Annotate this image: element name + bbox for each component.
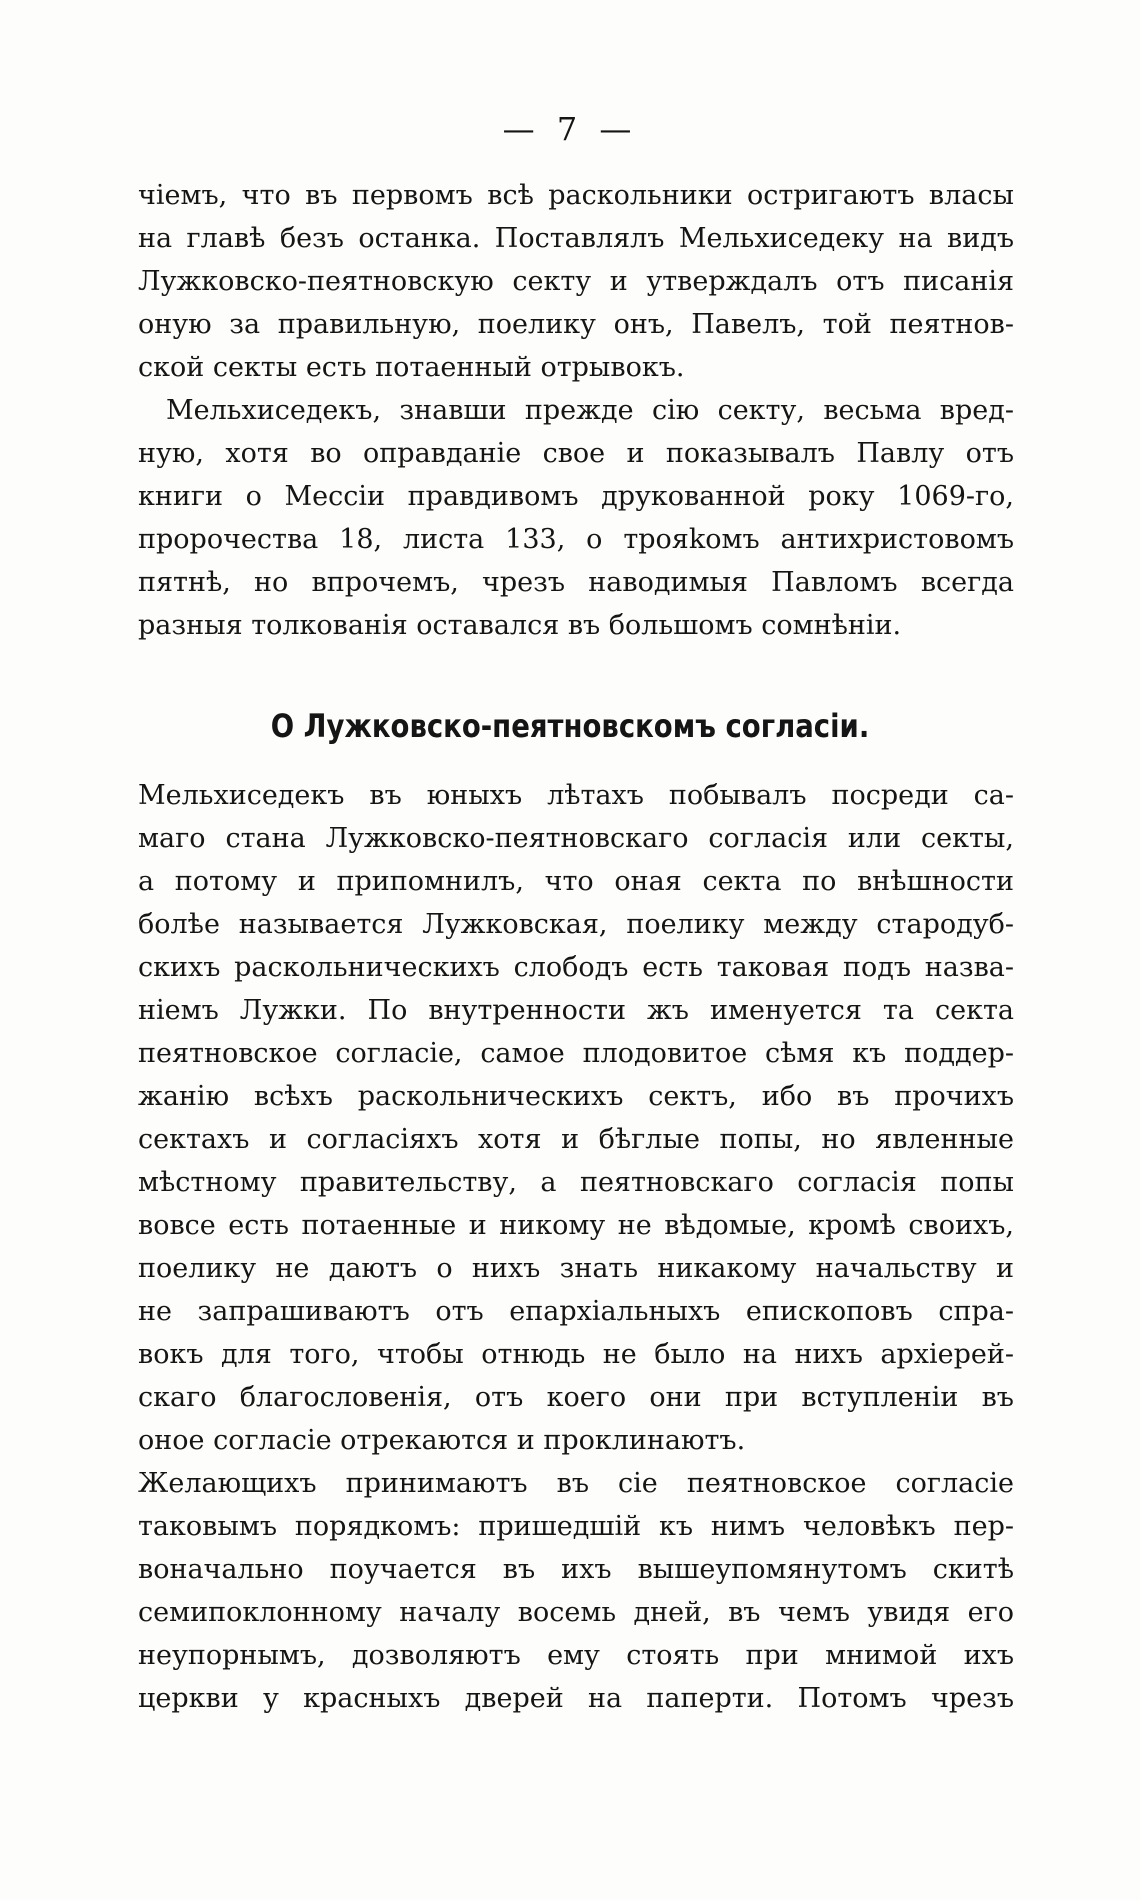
text-line: Лужковско-пеятновскую секту и утверждалъ отъ писанія [138,266,1014,297]
text-line: вовсе есть потаенные и никому не вѣдомые, кромѣ своихъ, [138,1210,1014,1241]
text-line: скаго благословенія, отъ коего они при вступленіи въ [138,1382,1014,1413]
section-heading: О Лужковско-пеятновскомъ согласіи. [270,707,870,745]
text-line: не запрашиваютъ отъ епархіальныхъ епископовъ спра- [138,1296,1014,1327]
page-number: — 7 — [502,110,638,148]
text-line: на главѣ безъ останка. Поставлялъ Мельхиседеку на видъ [138,223,1014,254]
text-line: болѣе называется Лужковская, поелику между стародуб- [138,909,1014,940]
text-line: книги о Мессіи правдивомъ друкованной року 1069-го, [138,481,1014,512]
paragraph-block-top [138,174,1014,647]
text-line: ную, хотя во оправданіе свое и показывалъ Павлу отъ [138,438,1014,469]
text-line: церкви у красныхъ дверей на паперти. Потомъ чрезъ [138,1683,1014,1714]
text-line: маго стана Лужковско-пеятновскаго согласія или секты, [138,823,1014,854]
text-line: пророчества 18, листа 133, о трояkомъ антихристовомъ [138,524,1014,555]
text-line: Мельхиседекъ, знавши прежде сію секту, весьма вред- [166,395,1014,426]
text-line: чіемъ, что въ первомъ всѣ раскольники остригаютъ власы [138,180,1014,211]
text-line: пятнѣ, но впрочемъ, чрезъ наводимыя Павломъ всегда [138,567,1014,598]
text-line: таковымъ порядкомъ: пришедшій къ нимъ человѣкъ пер- [138,1511,1014,1542]
text-line: а потому и припомнилъ, что оная секта по внѣшности [138,866,1014,897]
text-line: оное согласіе отрекаются и проклинаютъ. [138,1425,746,1456]
text-line: поелику не даютъ о нихъ знать никакому начальству и [138,1253,1014,1284]
text-line: Мельхиседекъ въ юныхъ лѣтахъ побывалъ посреди са- [138,780,1014,811]
text-line: воначально поучается въ ихъ вышеупомянутомъ скитѣ [138,1554,1014,1585]
text-line: жанію всѣхъ раскольническихъ сектъ, ибо въ прочихъ [138,1081,1014,1112]
text-line: Желающихъ принимаютъ въ сіе пеятновское согласіе [138,1468,1014,1499]
text-line: семипоклонному началу восемь дней, въ чемъ увидя его [138,1597,1014,1628]
text-line: разныя толкованія оставался въ большомъ сомнѣніи. [138,610,902,641]
paragraph-block-main [138,774,1014,1720]
text-line: ніемъ Лужки. По внутренности жъ именуется та секта [138,995,1014,1026]
text-line: скихъ раскольническихъ слободъ есть таковая подъ назва- [138,952,1014,983]
text-line: неупорнымъ, дозволяютъ ему стоять при мнимой ихъ [138,1640,1014,1671]
text-line: пеятновское согласіе, самое плодовитое сѣмя къ поддер- [138,1038,1014,1069]
text-line: вокъ для того, чтобы отнюдь не было на нихъ архіерей- [138,1339,1014,1370]
text-line: мѣстному правительству, а пеятновскаго согласія попы [138,1167,1014,1198]
text-line: оную за правильную, поелику онъ, Павелъ, той пеятнов- [138,309,1014,340]
text-line: ской секты есть потаенный отрывокъ. [138,352,685,383]
text-line: сектахъ и согласіяхъ хотя и бѣглые попы, но явленные [138,1124,1014,1155]
